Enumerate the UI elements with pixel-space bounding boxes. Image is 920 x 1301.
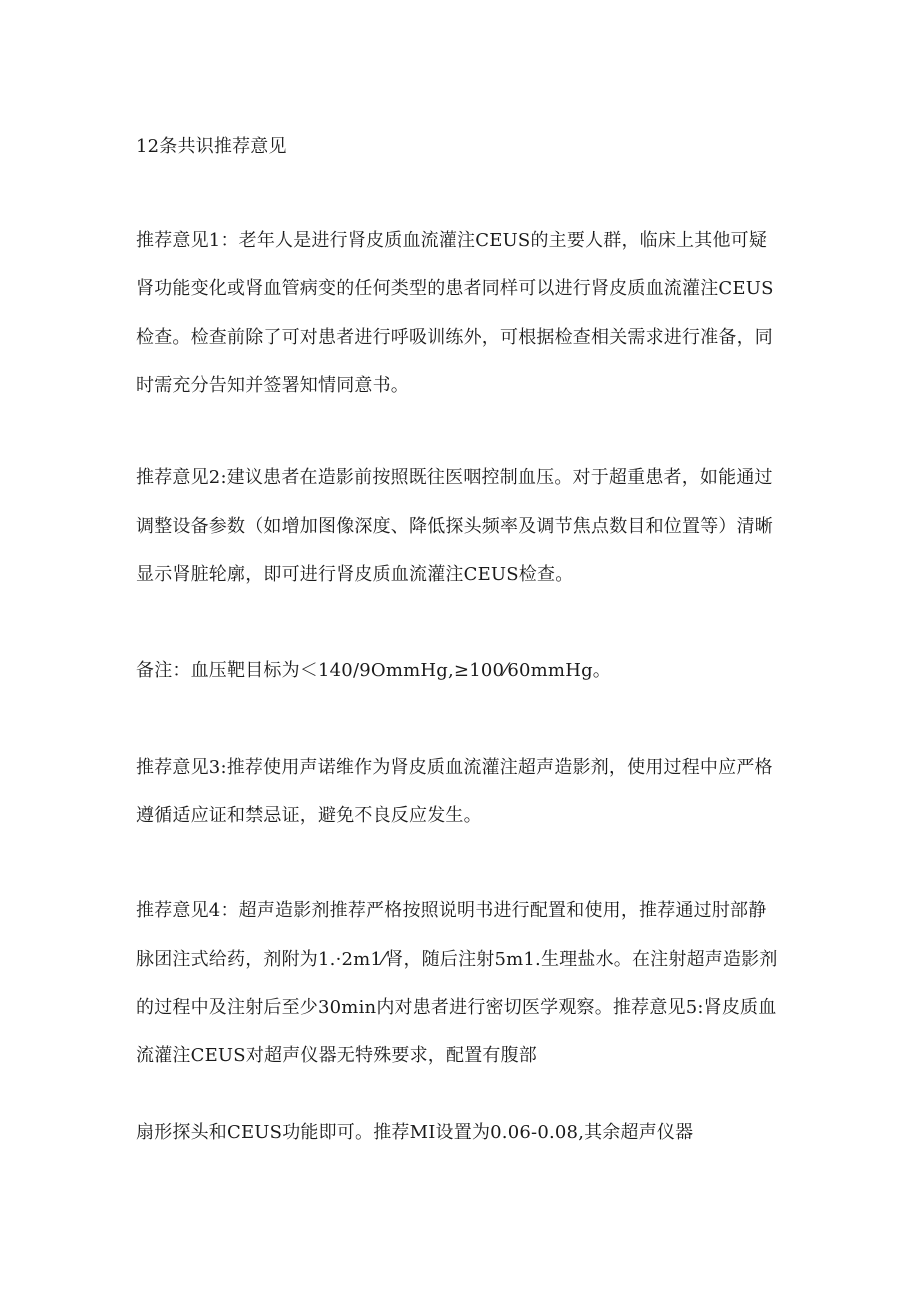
recommendation-1-line-3: 检查。检查前除了可对患者进行呼吸训练外，可根据检查相关需求进行准备，同 [136,327,773,348]
recommendation-4-line-4: 流灌注CEUS对超声仪器无特殊要求，配置有腹部 [136,1045,538,1066]
note-line-1: 备注：血压靶目标为＜140/9OmmHg,≥100⁄60mmHg。 [136,660,612,681]
recommendation-2-line-3: 显示肾脏轮廓，即可进行肾皮质血流灌注CEUS检查。 [136,564,574,585]
recommendation-3-line-1: 推荐意见3:推荐使用声诺维作为肾皮质血流灌注超声造影剂，使用过程中应严格 [136,757,773,778]
document-heading: 12条共识推荐意见 [136,136,287,157]
recommendation-4-line-2: 脉团注式给药，剂附为1.·2m1⁄肾，随后注射5m1.生理盐水。在注射超声造影剂 [136,949,778,970]
recommendation-1-line-1: 推荐意见1：老年人是进行肾皮质血流灌注CEUS的主要人群，临床上其他可疑 [136,230,768,251]
fragment-line-1: 扇形探头和CEUS功能即可。推荐MI设置为0.06-0.08,其余超声仪器 [136,1122,694,1143]
recommendation-4-line-1: 推荐意见4：超声造影剂推荐严格按照说明书进行配置和使用，推荐通过肘部静 [136,900,767,921]
recommendation-3-line-2: 遵循适应证和禁忌证，避免不良反应发生。 [136,805,482,826]
recommendation-2-line-1: 推荐意见2:建议患者在造影前按照既往医咽控制血压。对于超重患者，如能通过 [136,467,773,488]
recommendation-2-line-2: 调整设备参数（如增加图像深度、降低探头频率及调节焦点数目和位置等）清晰 [136,516,773,537]
recommendation-1-line-4: 时需充分告知并签署知情同意书。 [136,375,409,396]
recommendation-4-line-3: 的过程中及注射后至少30min内对患者进行密切医学观察。推荐意见5:肾皮质血 [136,997,777,1018]
recommendation-1-line-2: 肾功能变化或肾血管病变的任何类型的患者同样可以进行肾皮质血流灌注CEUS [136,278,774,299]
